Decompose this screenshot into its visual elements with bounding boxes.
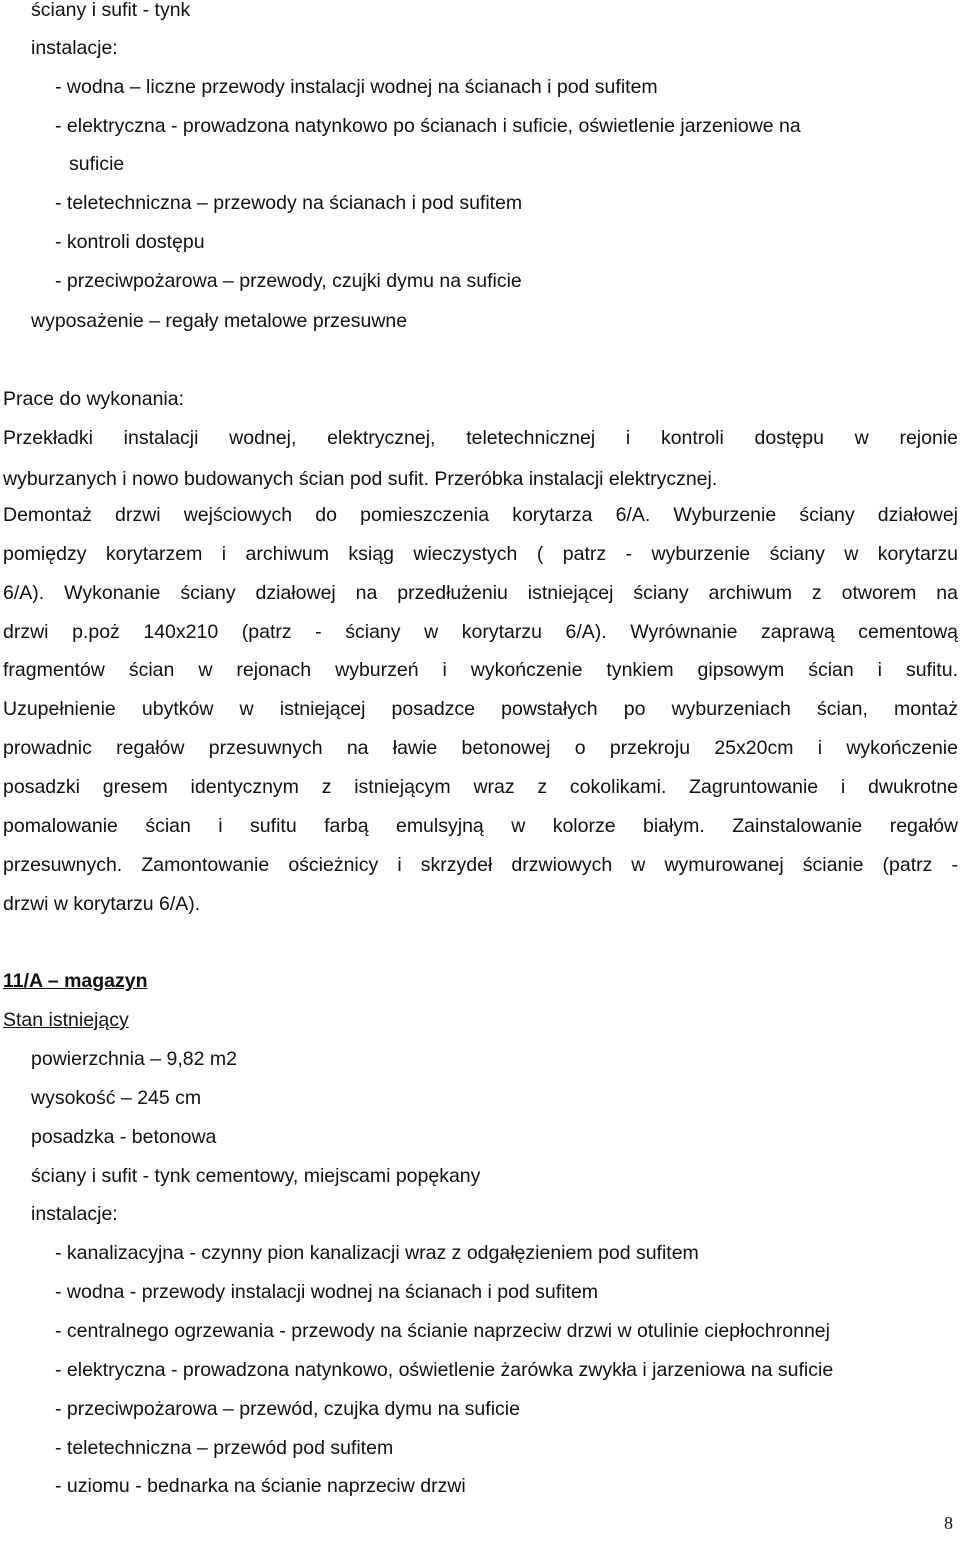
installation-item: - kanalizacyjna - czynny pion kanalizacji wraz z odgałęzieniem pod sufitem bbox=[55, 1242, 699, 1264]
floor-line: posadzka - betonowa bbox=[31, 1126, 217, 1148]
work-paragraph-line: wyburzanych i nowo budowanych ścian pod sufit. Przeróbka instalacji elektrycznej. bbox=[3, 468, 718, 490]
walls-line: ściany i sufit - tynk bbox=[31, 0, 191, 21]
height-line: wysokość – 245 cm bbox=[31, 1087, 202, 1109]
area-line: powierzchnia – 9,82 m2 bbox=[31, 1048, 237, 1070]
walls-line: ściany i sufit - tynk cementowy, miejscami popękany bbox=[31, 1165, 481, 1187]
page-number: 8 bbox=[944, 1513, 953, 1533]
work-paragraph-line: 6/A). Wykonanie ściany działowej na przedłużeniu istniejącej ściany archiwum z otworem na bbox=[3, 582, 958, 604]
work-paragraph-line: posadzki gresem identycznym z istniejącym wraz z cokolikami. Zagruntowanie i dwukrotne bbox=[3, 776, 958, 798]
work-paragraph-line: Przekładki instalacji wodnej, elektrycznej, teletechnicznej i kontroli dostępu w rejonie bbox=[3, 427, 958, 449]
installations-label: instalacje: bbox=[31, 1203, 118, 1225]
installation-item: - wodna - przewody instalacji wodnej na ścianach i pod sufitem bbox=[55, 1281, 599, 1303]
installation-item: - przeciwpożarowa – przewody, czujki dymu na suficie bbox=[55, 270, 522, 292]
installation-item: - elektryczna - prowadzona natynkowo, oświetlenie żarówka zwykła i jarzeniowa na suficie bbox=[55, 1359, 834, 1381]
installation-item-continuation: suficie bbox=[69, 153, 125, 175]
work-paragraph-line: drzwi w korytarzu 6/A). bbox=[3, 893, 201, 915]
work-paragraph-line: pomiędzy korytarzem i archiwum ksiąg wieczystych ( patrz - wyburzenie ściany w korytarzu bbox=[3, 543, 958, 565]
work-paragraph-line: fragmentów ścian w rejonach wyburzeń i wykończenie tynkiem gipsowym ścian i sufitu. bbox=[3, 659, 958, 681]
installations-label: instalacje: bbox=[31, 37, 118, 59]
room-title: 11/A – magazyn bbox=[3, 970, 148, 992]
work-heading: Prace do wykonania: bbox=[3, 388, 185, 410]
installation-item: - uziomu - bednarka na ścianie naprzeciw drzwi bbox=[55, 1475, 466, 1497]
work-paragraph-line: pomalowanie ścian i sufitu farbą emulsyjną w kolorze białym. Zainstalowanie regałów bbox=[3, 815, 958, 837]
work-paragraph-line: prowadnic regałów przesuwnych na ławie betonowej o przekroju 25x20cm i wykończenie bbox=[3, 737, 958, 759]
state-label: Stan istniejący bbox=[3, 1009, 129, 1031]
installation-item: - wodna – liczne przewody instalacji wodnej na ścianach i pod sufitem bbox=[55, 76, 658, 98]
work-paragraph-line: Demontaż drzwi wejściowych do pomieszczenia korytarza 6/A. Wyburzenie ściany działowej bbox=[3, 504, 958, 526]
installation-item: - teletechniczna – przewód pod sufitem bbox=[55, 1437, 394, 1459]
work-paragraph-line: Uzupełnienie ubytków w istniejącej posadzce powstałych po wyburzeniach ścian, montaż bbox=[3, 698, 958, 720]
installation-item: - teletechniczna – przewody na ścianach i pod sufitem bbox=[55, 192, 523, 214]
work-paragraph-line: przesuwnych. Zamontowanie ościeżnicy i skrzydeł drzwiowych w wymurowanej ścianie (patrz - bbox=[3, 854, 958, 876]
installation-item: - elektryczna - prowadzona natynkowo po ścianach i suficie, oświetlenie jarzeniowe na bbox=[55, 115, 801, 137]
installation-item: - centralnego ogrzewania - przewody na ścianie naprzeciw drzwi w otulinie ciepłochronnej bbox=[55, 1320, 830, 1342]
installation-item: - przeciwpożarowa – przewód, czujka dymu na suficie bbox=[55, 1398, 520, 1420]
installation-item: - kontroli dostępu bbox=[55, 231, 205, 253]
equipment-line: wyposażenie – regały metalowe przesuwne bbox=[31, 310, 408, 332]
work-paragraph-line: drzwi p.poż 140x210 (patrz - ściany w korytarzu 6/A). Wyrównanie zaprawą cementową bbox=[3, 621, 958, 643]
